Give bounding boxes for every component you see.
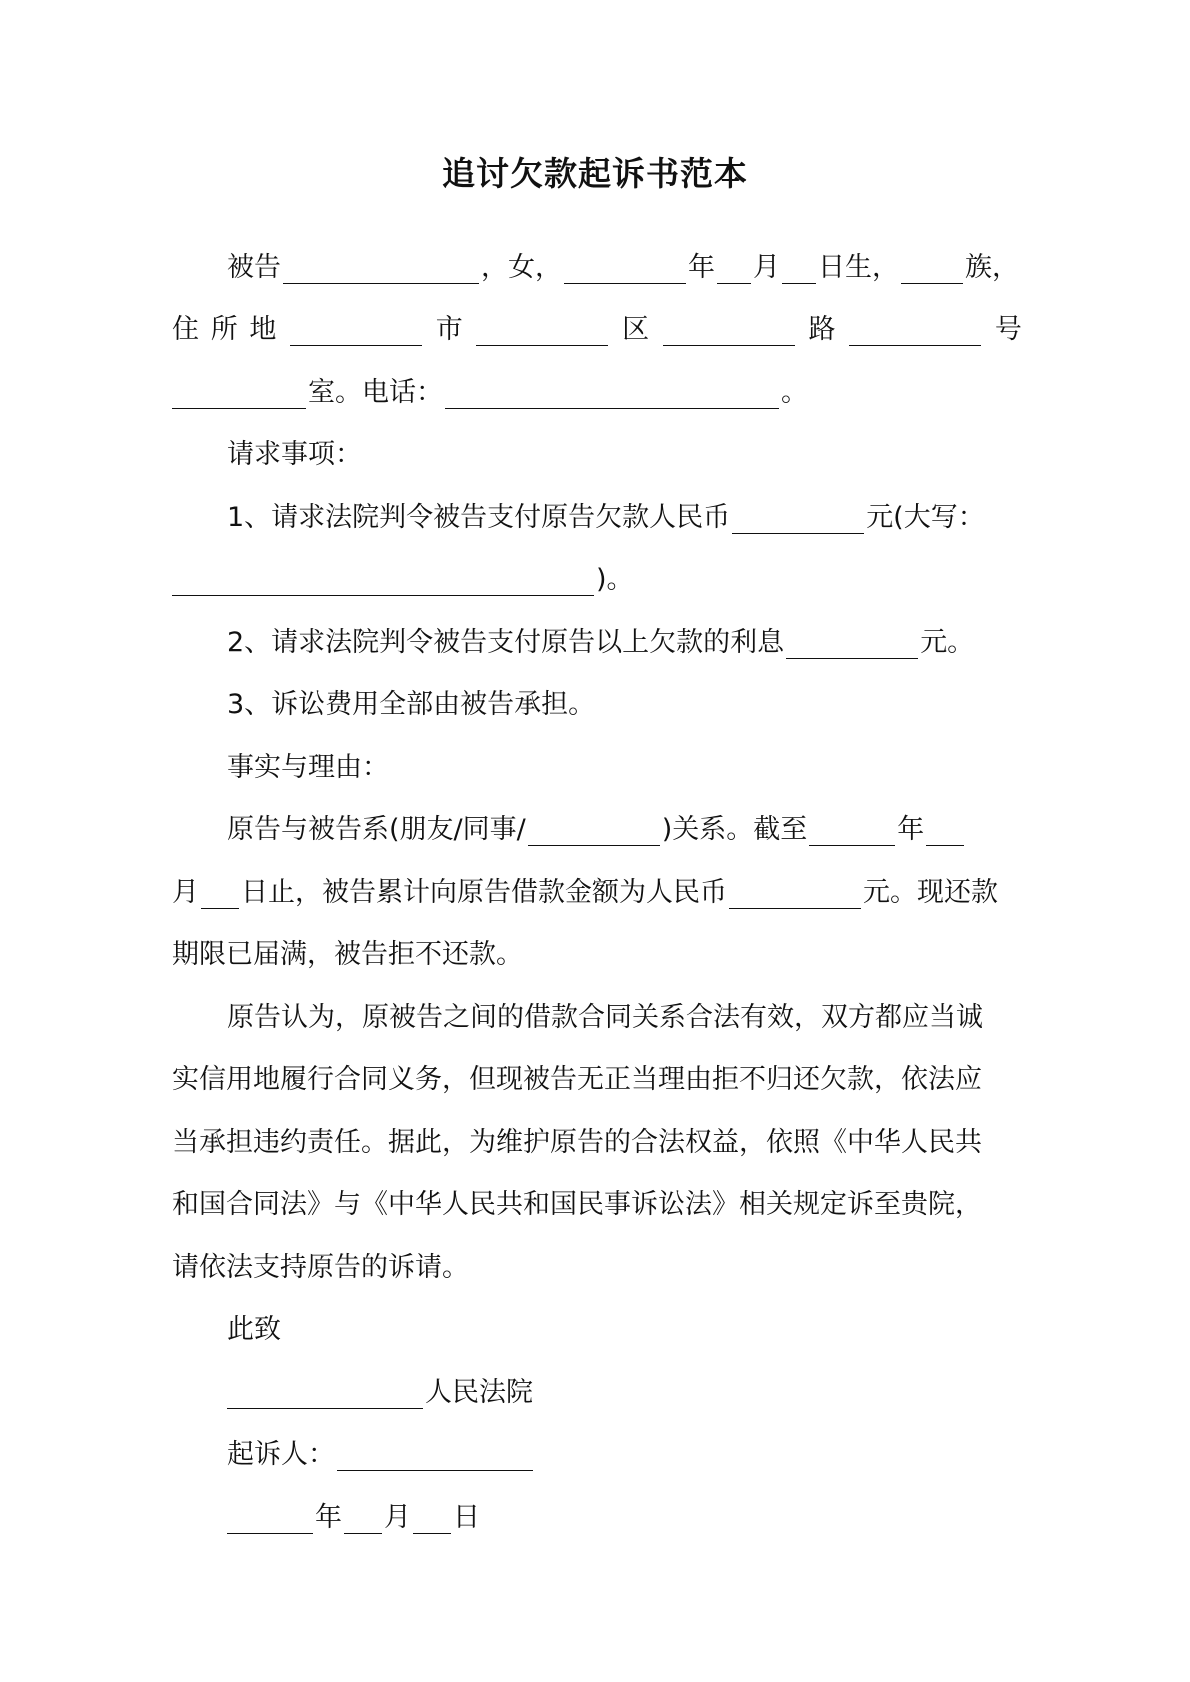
loan-amount-line [172,862,1022,924]
label-born: 日生， [818,252,899,283]
claim-1-capital-blank [172,565,594,596]
reason-line-5: 请依法支持原告的诉请。 [172,1252,469,1283]
label-number: 号 [994,314,1022,345]
loan-amount-blank [729,878,861,909]
label-month-2: 月 [172,877,199,908]
date-month-blank [344,1503,382,1534]
claim-1-close: )。 [596,564,634,595]
address-line [172,299,1022,361]
label-ethnicity: 族， [965,252,1019,283]
label-city: 市 [435,314,463,345]
court-line [227,1362,1022,1424]
reason-line-2: 实信用地履行合同义务，但现被告无正当理由拒不归还欠款，依法应 [172,1064,982,1095]
fact-line-3: 期限已届满，被告拒不还款。 [172,939,523,970]
number-blank [849,315,981,346]
claims-heading: 请求事项： [227,439,362,470]
claim-1-capital-label: 元(大写： [866,502,985,533]
court-name-blank [227,1378,423,1409]
as-of-label: )关系。截至 [661,814,808,845]
document-title: 追讨欠款起诉书范本 [442,154,748,193]
claim-2-text: 2、请求法院判令被告支付原告以上欠款的利息 [227,627,785,658]
date-day-label: 日 [453,1502,480,1533]
claim-2-line [227,612,1022,674]
label-zhu: 住 [172,314,199,345]
date-month-label: 月 [384,1502,411,1533]
claim-1-text: 1、请求法院判令被告支付原告欠款人民币 [227,502,731,533]
date-day-blank [413,1503,451,1534]
plaintiff-signature-blank [337,1440,533,1471]
claim-1-capital-line [172,549,1022,611]
loan-amount-tail: 元。现还款 [863,877,998,908]
defendant-name-blank [283,253,479,284]
claim-2-interest-blank [786,628,918,659]
defendant-info-line [227,237,1022,299]
label-suo: 所 [210,314,238,345]
birth-day-blank [782,253,816,284]
reason-line-4: 和国合同法》与《中华人民共和国民事诉讼法》相关规定诉至贵院， [172,1189,982,1220]
label-month: 月 [753,252,780,283]
road-blank [663,315,795,346]
as-of-year-blank [809,815,895,846]
claim-1-amount-blank [732,503,864,534]
ethnicity-blank [901,253,963,284]
label-room-phone: 室。电话： [308,377,443,408]
label-road: 路 [808,314,836,345]
date-line [227,1487,1022,1549]
reason-line-3: 当承担违约责任。据此，为维护原告的合法权益，依照《中华人民共 [172,1127,982,1158]
claim-1-line [227,487,1022,549]
district-blank [476,315,608,346]
room-blank [172,378,306,409]
label-gender: ，女， [481,252,562,283]
claim-2-unit: 元。 [920,627,975,658]
relationship-line [227,799,1022,861]
relationship-text: 原告与被告系(朋友/同事/ [227,814,526,845]
label-di: 地 [249,314,277,345]
loan-amount-text: 日止，被告累计向原告借款金额为人民币 [241,877,727,908]
phone-blank [445,378,779,409]
date-year-blank [227,1503,313,1534]
reason-line-1: 原告认为，原被告之间的借款合同关系合法有效，双方都应当诚 [227,1002,983,1033]
birth-month-blank [717,253,751,284]
claim-3-line: 3、诉讼费用全部由被告承担。 [227,689,596,720]
room-phone-line [172,362,1022,424]
court-label: 人民法院 [425,1377,533,1408]
label-defendant: 被告 [227,252,281,283]
label-year-2: 年 [897,814,925,845]
salutation: 此致 [227,1314,281,1345]
birth-year-blank [564,253,686,284]
date-year-label: 年 [315,1502,342,1533]
label-year: 年 [688,252,715,283]
city-blank [290,315,422,346]
label-period: 。 [781,377,808,408]
plaintiff-line [227,1424,1022,1486]
plaintiff-label: 起诉人： [227,1439,335,1470]
as-of-month-blank [926,815,964,846]
as-of-day-blank [201,878,239,909]
facts-heading: 事实与理由： [227,752,389,783]
relationship-blank [528,815,660,846]
label-district: 区 [622,314,650,345]
